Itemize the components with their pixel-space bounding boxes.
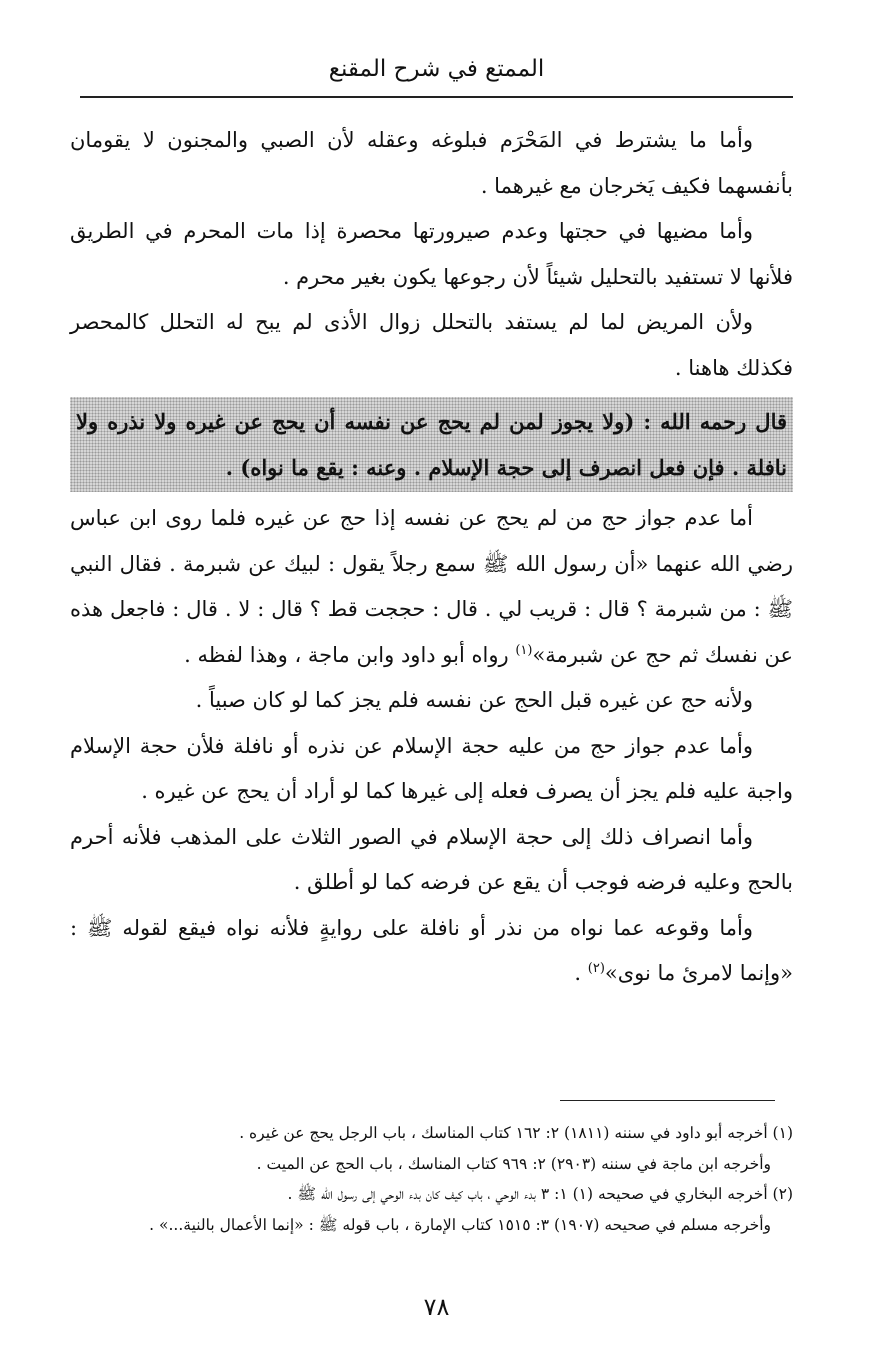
footnote-1a: (١) أخرجه أبو داود في سننه (١٨١١) ٢: ١٦٢ كتاب المناسك ، باب الرجل يحج عن غيره . (239, 1124, 793, 1142)
paragraph-7: وأما انصراف ذلك إلى حجة الإسلام في الصور الثلاث على المذهب فلأنه أحرم بالحج وعليه فرضه فوجب أن يقع عن فرضه كما لو أطلق . (70, 824, 793, 894)
matn-highlight: قال رحمه الله : (ولا يجوز لمن لم يحج عن نفسه أن يحج عن غيره ولا نذره ولا نافلة . فإن فعل انصرف إلى حجة الإسلام . وعنه : يقع ما نواه) . (70, 397, 793, 492)
paragraph-5: ولأنه حج عن غيره قبل الحج عن نفسه فلم يجز كما لو كان صبياً . (195, 688, 753, 712)
paragraph-4 (70, 496, 793, 678)
footnote-rule (560, 1100, 775, 1101)
page-number: ٧٨ (423, 1293, 450, 1321)
footnote-ref-1[interactable]: (١) (515, 642, 533, 658)
paragraph-3: ولأن المريض لما لم يستفد بالتحلل زوال الأذى لم يبح له التحلل كالمحصر فكذلك هاهنا . (70, 310, 793, 380)
paragraph-8-tail: . (574, 961, 588, 985)
main-text (70, 118, 793, 997)
running-header: الممتع في شرح المقنع (328, 56, 545, 82)
paragraph-2: وأما مضيها في حجتها وعدم صيرورتها محصرة إذا مات المحرم في الطريق فلأنها لا تستفيد بالتحليل شيئاً لأن رجوعها يكون بغير محرم . (70, 219, 793, 289)
paragraph-8 (70, 906, 793, 997)
footnote-ref-2[interactable]: (٢) (587, 961, 605, 976)
footnote-2a: (٢) أخرجه البخاري في صحيحه (١) ١: ٣ بدء الوحي ، باب كيف كان بدء الوحي إلى رسول الله ﷺ . (287, 1185, 793, 1203)
paragraph-4-tail: رواه أبو داود وابن ماجة ، وهذا لفظه . (184, 642, 516, 667)
footnote-2b: وأخرجه مسلم في صحيحه (١٩٠٧) ٣: ١٥١٥ كتاب الإمارة ، باب قوله ﷺ : «إنما الأعمال بالنية...» . (149, 1215, 771, 1234)
footnotes (70, 1118, 793, 1240)
paragraph-6: وأما عدم جواز حج من عليه حجة الإسلام عن نذره أو نافلة فلأن حجة الإسلام واجبة عليه فلم يجز أن يصرف فعله إلى غيرها كما لو أراد أن يحج عن غيره . (70, 733, 793, 803)
paragraph-1: وأما ما يشترط في المَحْرَم فبلوغه وعقله لأن الصبي والمجنون لا يقومان بأنفسهما فكيف يَخرجان مع غيرهما . (70, 128, 793, 198)
paragraph-8-text: وأما وقوعه عما نواه من نذر أو نافلة على روايةٍ فلأنه نواه فيقع لقوله ﷺ : «وإنما لامرئ ما نوى» (70, 915, 793, 985)
header-rule (80, 96, 793, 98)
paragraph-4-text: أما عدم جواز حج من لم يحج عن نفسه إذا حج عن غيره فلما روى ابن عباس رضي الله عنهما «أن رسول الله ﷺ سمع رجلاً يقول : لبيك عن شبرمة . فقال النبي ﷺ : من شبرمة ؟ قال : قريب لي . قال : حججت قط ؟ قال : لا . قال : فاجعل هذه عن نفسك ثم حج عن شبرمة» (70, 506, 793, 667)
footnote-1b: وأخرجه ابن ماجة في سننه (٢٩٠٣) ٢: ٩٦٩ كتاب المناسك ، باب الحج عن الميت . (256, 1154, 771, 1173)
